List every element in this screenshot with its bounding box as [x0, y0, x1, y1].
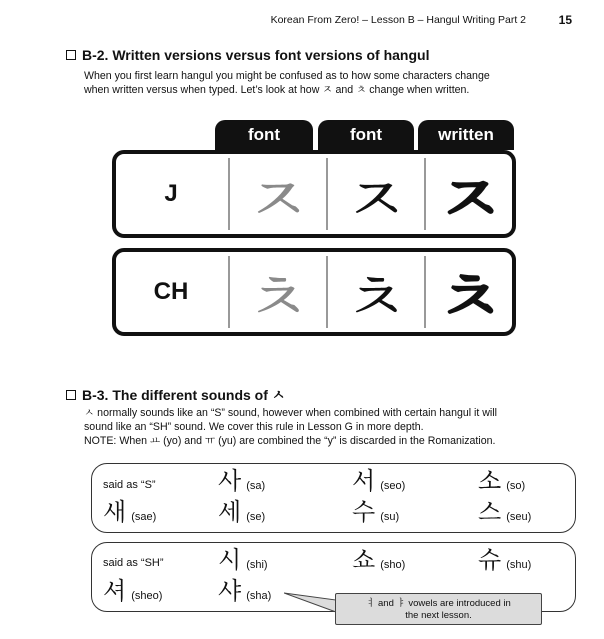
romanization: (sheo)	[131, 590, 163, 602]
glyph-ch-font1: ㅊ	[246, 259, 310, 337]
hangul-row-ch	[112, 248, 516, 339]
romanization: (se)	[246, 511, 266, 523]
section-b2-title	[66, 47, 429, 63]
hangul-cell	[218, 499, 265, 525]
callout-line-1: ㅕ and ㅑ vowels are introduced in	[366, 598, 511, 609]
section-b3-title	[66, 385, 285, 405]
romanization: (seu)	[506, 511, 532, 523]
hangul-cell	[352, 499, 399, 525]
romanization: (sae)	[131, 511, 157, 523]
page-number: 15	[558, 13, 572, 27]
hangul-char: 사	[218, 467, 242, 495]
romanization: (su)	[380, 511, 400, 523]
callout-line-2: the next lesson.	[405, 610, 472, 621]
section-b3-line-1: ㅅ normally sounds like an “S” sound, however when combined with certain hangul it will	[84, 407, 497, 419]
hangul-char: 시	[218, 546, 242, 574]
romanization: (sha)	[246, 590, 272, 602]
romanization: (shi)	[246, 559, 268, 571]
tab-written: written	[418, 120, 514, 150]
hangul-char: 슈	[478, 546, 502, 574]
hangul-row-j	[112, 150, 516, 241]
hangul-cell	[352, 547, 405, 573]
romanization: (shu)	[506, 559, 532, 571]
glyph-ch-font2: ㅊ	[344, 259, 408, 337]
hangul-cell	[103, 499, 156, 525]
row-label-j: J	[164, 180, 178, 207]
glyph-j-font1: ㅈ	[246, 161, 310, 239]
said-as-s-label: said as “S”	[103, 479, 156, 491]
hangul-cell	[218, 468, 265, 494]
hangul-char: 세	[218, 498, 242, 526]
section-b3-title-text: B-3. The different sounds of ㅅ	[82, 387, 286, 403]
hangul-cell	[478, 499, 531, 525]
hangul-cell	[218, 578, 271, 604]
section-b3-line-3: NOTE: When ㅛ (yo) and ㅠ (yu) are combined the “y” is discarded in the Romanization.	[84, 435, 496, 447]
callout-note	[335, 593, 542, 625]
hangul-char: 서	[352, 467, 376, 495]
romanization: (sho)	[380, 559, 406, 571]
section-b3-line-2: sound like an “SH” sound. We cover this rule in Lesson G in more depth.	[84, 421, 424, 433]
header-title: Korean From Zero! – Lesson B – Hangul Writing Part 2	[270, 14, 526, 26]
hangul-cell	[478, 468, 525, 494]
checkbox-icon	[66, 390, 76, 400]
glyph-j-font2: ㅈ	[344, 161, 408, 239]
hangul-cell	[352, 468, 405, 494]
row-label-ch: CH	[153, 278, 189, 305]
hangul-cell	[103, 578, 162, 604]
glyph-ch-written: ㅊ	[436, 255, 504, 339]
romanization: (so)	[506, 480, 526, 492]
hangul-char: 샤	[218, 577, 242, 605]
hangul-char: 스	[478, 498, 502, 526]
checkbox-icon	[66, 50, 76, 60]
hangul-char: 쇼	[352, 546, 376, 574]
hangul-char: 소	[478, 467, 502, 495]
hangul-cell	[478, 547, 531, 573]
hangul-char: 셔	[103, 577, 127, 605]
hangul-char: 새	[103, 498, 127, 526]
section-b2-title-text: B-2. Written versions versus font versions of hangul	[82, 47, 430, 63]
section-b2-intro-1: When you first learn hangul you might be confused as to how some characters change	[84, 70, 490, 82]
section-b2-intro-2: when written versus when typed. Let’s look at how ㅈ and ㅊ change when written.	[84, 84, 470, 96]
said-as-sh-label: said as “SH”	[103, 557, 164, 569]
romanization: (sa)	[246, 480, 266, 492]
page-header	[0, 14, 604, 30]
romanization: (seo)	[380, 480, 406, 492]
hangul-cell	[218, 547, 268, 573]
tab-font-1: font	[215, 120, 313, 150]
hangul-char: 수	[352, 498, 376, 526]
glyph-j-written: ㅈ	[436, 157, 504, 241]
tab-font-2: font	[318, 120, 414, 150]
